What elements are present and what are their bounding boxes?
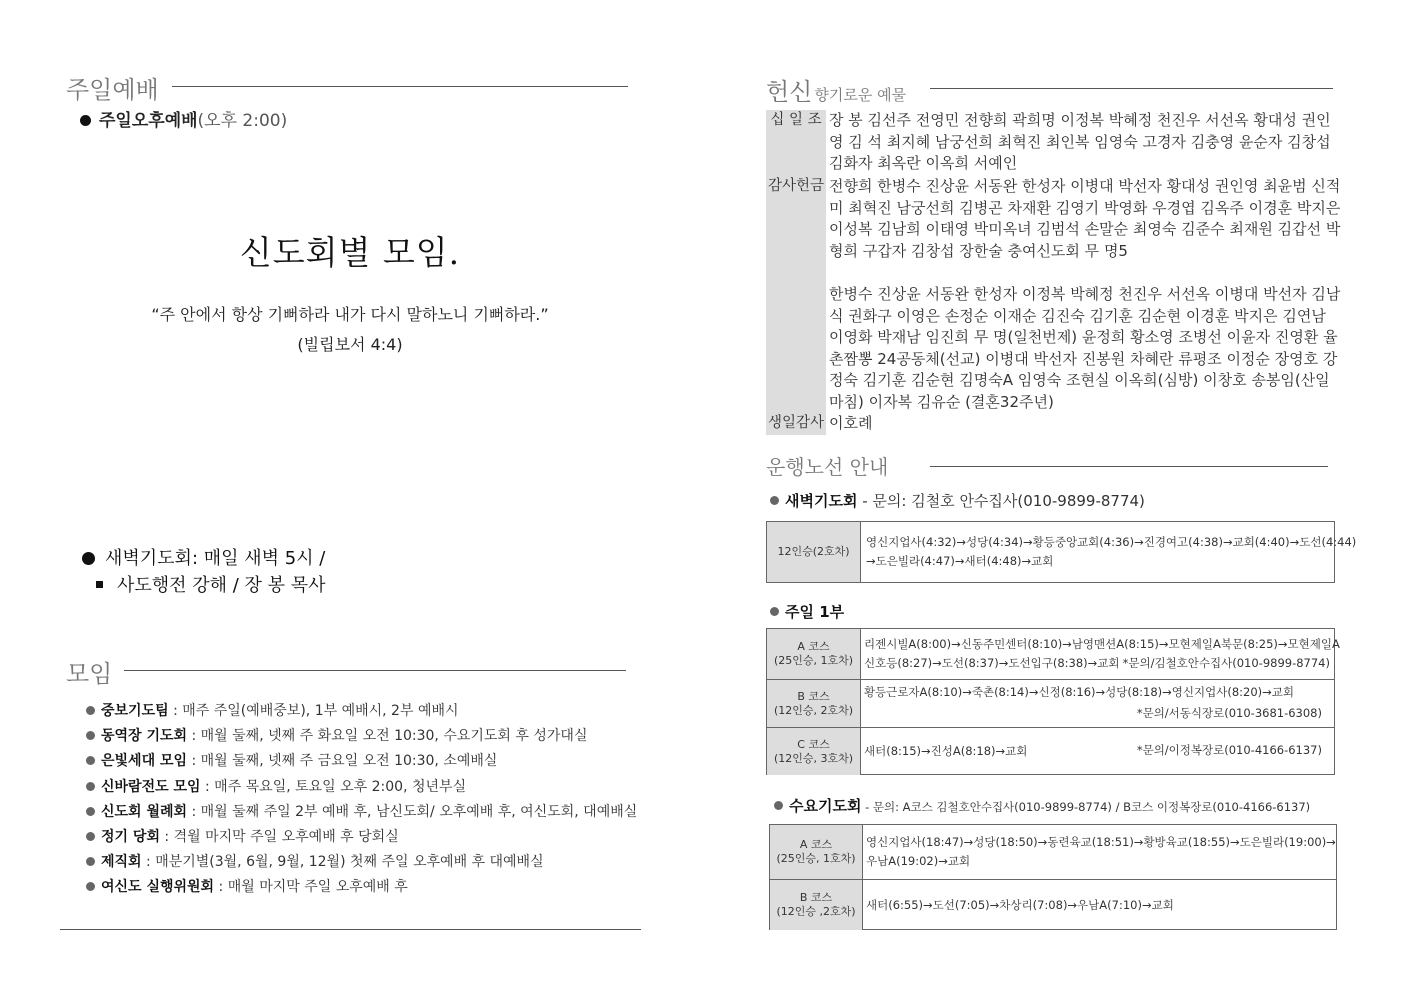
vehicle-label: 12인승(2호차) — [777, 545, 850, 558]
dawn-route-name: 새벽기도회 — [785, 492, 858, 510]
routes-section-title: 운행노선 안내 — [766, 455, 889, 479]
bullet-dot-icon — [770, 607, 779, 616]
meeting-name: 동역장 기도회 — [101, 728, 188, 744]
meeting-item — [86, 750, 497, 770]
service-name: 주일오후예배 — [99, 111, 198, 131]
route-contact: *문의/이정복장로(010-4166-6137) — [1136, 743, 1322, 757]
offering-label: 십 일 조 — [766, 110, 826, 176]
route-row — [767, 629, 1340, 679]
route-stops — [863, 825, 1336, 879]
offering-title-rule — [930, 88, 1333, 89]
route-stops — [861, 728, 1027, 775]
bullet-dot-icon — [80, 115, 91, 126]
wednesday-route-contact: - 문의: A코스 김철호안수집사(010-9899-8774) / B코스 이정복장로(010-4166-6137) — [861, 800, 1311, 814]
vehicle-label: (12인승, 3호차) — [773, 751, 854, 765]
course-label: B 코스 — [797, 690, 830, 703]
meeting-item — [86, 876, 408, 896]
bible-verse-reference: (빌립보서 4:4) — [297, 335, 403, 354]
offering-names: 이호례 — [829, 414, 873, 432]
sermon-series-text: 사도행전 강해 / 장 봉 목사 — [117, 575, 326, 596]
sunday-route-name: 주일 1부 — [785, 603, 845, 621]
bible-verse: “주 안에서 항상 기뻐하라 내가 다시 말하노니 기뻐하라.” — [151, 305, 549, 324]
route-line: 영신지업사(4:32)→성당(4:34)→황등중앙교회(4:36)→진경여고(4:38)→교회(4:40)→도선(4:44) — [866, 535, 1357, 549]
bullet-dot-icon — [86, 882, 95, 891]
offering-label: 생일감사 — [766, 413, 826, 435]
route-contact: *문의/김철호안수집사(010-9899-8774) — [1122, 656, 1330, 670]
route-line: →도은빌라(4:47)→새터(4:48)→교회 — [866, 554, 1054, 568]
route-stops — [861, 629, 1340, 679]
route-line: 우남A(19:02)→교회 — [866, 854, 971, 868]
bullet-dot-icon — [86, 832, 95, 841]
route-stops — [863, 880, 1174, 930]
bullet-dot-icon — [82, 552, 95, 565]
meeting-name: 정기 당회 — [101, 829, 160, 845]
wednesday-route-name: 수요기도회 — [789, 797, 862, 815]
meeting-detail: : 매주 목요일, 토요일 오후 2:00, 청년부실 — [200, 779, 467, 795]
course-label: C 코스 — [797, 737, 830, 751]
sunday-route-table — [766, 628, 1340, 775]
bullet-dot-icon — [86, 782, 95, 791]
worship-title-rule — [172, 86, 628, 87]
bullet-dot-icon — [86, 807, 95, 816]
meeting-name: 제직회 — [101, 854, 142, 870]
meeting-detail: : 매주 주일(예배중보), 1부 예배시, 2부 예배시 — [168, 703, 459, 719]
sunday-route-heading — [770, 601, 844, 622]
bullet-dot-icon — [774, 801, 783, 810]
route-line: 새터(6:55)→도선(7:05)→차상리(7:08)→우남A(7:10)→교회 — [866, 897, 1174, 912]
wednesday-route-table — [769, 824, 1337, 930]
route-line: 영신지업사(18:47)→성당(18:50)→동련육교(18:51)→황방육교(18:55)→도은빌라(19:00)→ — [866, 835, 1336, 849]
dawn-route-table — [766, 521, 1357, 583]
offering-row-tithe — [766, 110, 1346, 176]
offering-label: 감사헌금 — [766, 176, 826, 414]
route-stops — [863, 522, 1356, 582]
bullet-dot-icon — [86, 857, 95, 866]
bullet-dot-icon — [86, 731, 95, 740]
bullet-dot-icon — [86, 756, 95, 765]
offering-names: 장 봉 김선주 전영민 전향희 곽희명 이정복 박혜정 천진우 서선옥 황대성 권인영 김 석 최지혜 남궁선희 최혁진 최인복 임영숙 고경자 김충영 윤순자 김창섭 김화자 최옥란 이옥희 서예인 — [829, 111, 1331, 172]
offering-row-birthday — [766, 413, 1346, 435]
dawn-prayer-line — [82, 544, 325, 570]
route-row — [767, 727, 1334, 775]
vehicle-label: (25인승, 1호차) — [776, 852, 856, 865]
route-vehicle — [767, 522, 861, 582]
vehicle-label: (12인승, 2호차) — [773, 704, 854, 717]
course-label: B 코스 — [799, 891, 833, 904]
worship-section-title: 주일예배 — [66, 76, 159, 104]
offering-title: 헌신 — [766, 78, 813, 106]
route-course — [770, 880, 863, 930]
routes-title-rule — [930, 466, 1328, 467]
meeting-detail: : 매월 둘째, 넷째 주 화요일 오전 10:30, 수요기도회 후 성가대실 — [187, 728, 588, 744]
meeting-detail: : 매월 마지막 주일 오후예배 후 — [214, 879, 408, 895]
offering-names: 전향희 한병수 진상윤 서동완 한성자 이병대 박선자 황대성 권인영 최윤범 신적미 최혁진 남궁선희 김병곤 차재환 김영기 박영화 우경엽 김옥주 이경훈 박지은 이성복 김남희 이태영 박미옥녀 김범석 손말순 최영숙 김준수 최재원 김갑선 박형희 구갑자 김창섭 장한술 충여신도회 무 명5 — [829, 177, 1341, 260]
main-heading: 신도회별 모임. — [239, 233, 461, 272]
meeting-item — [86, 776, 466, 796]
meetings-title-rule — [124, 670, 626, 671]
route-row — [770, 825, 1336, 879]
course-label: A 코스 — [797, 640, 830, 653]
meeting-name: 여신도 실행위원회 — [101, 879, 215, 895]
route-row — [770, 879, 1336, 930]
route-row — [767, 522, 1357, 582]
route-line: 황등근로자A(8:10)→죽촌(8:14)→신정(8:16)→성당(8:18)→영신지업사(8:20)→교회 — [864, 685, 1294, 699]
offering-section-title — [766, 72, 906, 107]
offering-row-other — [766, 284, 1346, 412]
offering-subtitle: 향기로운 예물 — [814, 86, 907, 104]
route-course — [767, 629, 861, 679]
course-label: A 코스 — [799, 838, 833, 851]
route-row — [767, 679, 1334, 728]
vehicle-label: (25인승, 1호차) — [773, 654, 854, 667]
offering-names: 한병수 진상윤 서동완 한성자 이정복 박혜정 천진우 서선옥 이병대 박선자 김남식 권화구 이영은 손정순 이재순 김진숙 김기훈 김순현 이경훈 박지은 김연남 이영화 박재남 임진희 무 명(일천번제) 윤정희 황소영 조병선 이윤자 진영환 율촌짬뽕 24공동체(선교) 이병대 박선자 진봉원 차혜란 류평조 이정순 장영호 강정숙 김기훈 김순현 김명숙A 임영숙 조현실 이옥희(심방) 이창호 송봉임(산일마침) 이자복 김유순 (결혼32주년) — [829, 285, 1341, 411]
route-course — [767, 680, 861, 728]
sermon-series-line — [96, 571, 326, 597]
dawn-route-contact: - 문의: 김철호 안수집사(010-9899-8774) — [857, 492, 1145, 510]
meeting-name: 신바람전도 모임 — [101, 779, 201, 795]
meeting-name: 은빛세대 모임 — [101, 753, 188, 769]
meeting-detail: : 매월 둘째 주일 2부 예배 후, 남신도회/ 오후예배 후, 여신도회, 대예배실 — [187, 804, 638, 820]
service-time: (오후 2:00) — [197, 111, 288, 131]
bullet-dot-icon — [86, 706, 95, 715]
service-line — [80, 106, 287, 131]
dawn-route-heading — [770, 490, 1145, 511]
meeting-item — [86, 826, 399, 846]
meeting-detail: : 격월 마지막 주일 오후예배 후 당회실 — [159, 829, 399, 845]
meeting-item — [86, 725, 587, 745]
meeting-detail: : 매월 둘째, 넷째 주 금요일 오전 10:30, 소예배실 — [187, 753, 498, 769]
route-line: 신호등(8:27)→도선(8:37)→도선입구(8:38)→교회 — [864, 656, 1120, 670]
dawn-prayer-text: 새벽기도회: 매일 새벽 5시 / — [105, 548, 326, 569]
meetings-section-title: 모임 — [66, 660, 113, 688]
route-line: 리젠시빌A(8:00)→신동주민센터(8:10)→남영맨션A(8:15)→모현제일A북문(8:25)→모현제일A — [864, 637, 1340, 651]
meeting-item — [86, 700, 459, 720]
meeting-name: 신도회 월례회 — [101, 804, 188, 820]
bullet-dot-icon — [770, 496, 779, 505]
meeting-name: 중보기도팀 — [101, 703, 169, 719]
route-contact: *문의/서동식장로(010-3681-6308) — [1136, 706, 1322, 720]
route-course — [770, 825, 863, 879]
route-course — [767, 728, 861, 775]
meeting-detail: : 매분기별(3월, 6월, 9월, 12월) 첫째 주일 오후예배 후 대예배실 — [141, 854, 544, 870]
square-bullet-icon — [96, 581, 103, 588]
vehicle-label: (12인승 ,2호차) — [776, 905, 856, 918]
meeting-item — [86, 851, 544, 871]
left-footer-rule — [60, 929, 641, 930]
wednesday-route-heading — [774, 795, 1310, 816]
meeting-item — [86, 801, 637, 821]
route-line: 새터(8:15)→진성A(8:18)→교회 — [864, 744, 1028, 758]
